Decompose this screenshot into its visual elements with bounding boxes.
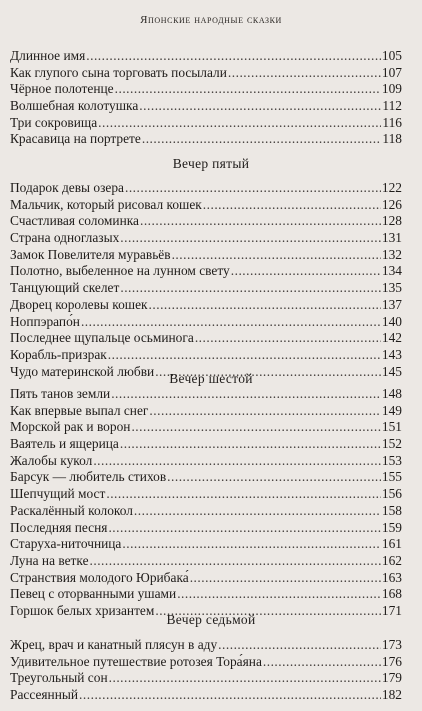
toc-entry-page-number: 143 <box>381 346 402 362</box>
toc-block-continued <box>10 48 402 148</box>
toc-entry <box>10 403 402 420</box>
toc-entry-page-number: 156 <box>381 486 402 502</box>
dot-leader <box>218 637 381 654</box>
dot-leader <box>190 570 381 587</box>
section-heading-evening-7: Вечер седьмой <box>166 612 256 627</box>
dot-leader <box>120 230 381 247</box>
toc-entry-title: Треугольный сон <box>10 670 108 686</box>
toc-entry <box>10 637 402 654</box>
dot-leader <box>149 403 380 420</box>
toc-entry-page-number: 142 <box>381 330 402 346</box>
toc-entry-page-number: 163 <box>381 569 402 585</box>
dot-leader <box>86 48 381 65</box>
dot-leader <box>108 520 380 537</box>
toc-entry <box>10 453 402 470</box>
toc-entry-page-number: 109 <box>381 81 402 97</box>
toc-entry-page-number: 173 <box>381 637 402 652</box>
toc-entry-title: Как впервые выпал снег <box>10 402 149 418</box>
toc-entry <box>10 263 402 280</box>
toc-entry <box>10 419 402 436</box>
toc-entry-page-number: 134 <box>381 263 402 279</box>
toc-entry-title: Как глупого сына торговать посылали <box>10 64 227 80</box>
toc-entry-title: Чёрное полотенце <box>10 81 114 97</box>
toc-entry-page-number: 112 <box>382 98 402 114</box>
toc-entry <box>10 486 402 503</box>
dot-leader <box>134 503 381 520</box>
dot-leader <box>98 115 381 132</box>
running-head: Японские народные сказки <box>140 14 282 26</box>
dot-leader <box>122 536 381 553</box>
toc-entry-title: Длинное имя <box>10 48 86 63</box>
toc-entry <box>10 520 402 537</box>
toc-entry-page-number: 118 <box>382 131 402 147</box>
section-heading-evening-5: Вечер пятый <box>172 156 250 171</box>
dot-leader <box>149 297 381 314</box>
dot-leader <box>81 314 381 331</box>
dot-leader <box>108 347 381 364</box>
toc-entry <box>10 98 402 115</box>
dot-leader <box>111 386 381 403</box>
dot-leader <box>90 553 381 570</box>
toc-entry-page-number: 162 <box>381 552 402 568</box>
toc-block-evening-5 <box>10 180 402 380</box>
dot-leader <box>167 469 381 486</box>
toc-entry-page-number: 159 <box>381 519 402 535</box>
toc-entry <box>10 314 402 331</box>
toc-entry <box>10 553 402 570</box>
dot-leader <box>115 81 381 98</box>
toc-entry-page-number: 158 <box>381 502 402 518</box>
toc-entry-title: Страна одноглазых <box>10 230 120 246</box>
toc-entry-title: Горшок белых хризантем <box>10 602 155 618</box>
dot-leader <box>125 180 381 197</box>
toc-entry-page-number: 105 <box>381 48 402 63</box>
toc-entry <box>10 180 402 197</box>
toc-entry-page-number: 107 <box>381 64 402 80</box>
toc-entry-page-number: 122 <box>381 180 402 195</box>
toc-entry <box>10 297 402 314</box>
toc-entry-page-number: 116 <box>382 114 402 130</box>
toc-entry <box>10 503 402 520</box>
dot-leader <box>263 654 381 671</box>
toc-entry-title: Подарок девы озера <box>10 180 124 195</box>
dot-leader <box>120 280 381 297</box>
toc-entry-title: Морской рак и ворон <box>10 419 131 435</box>
toc-entry-page-number: 179 <box>381 670 402 686</box>
toc-entry <box>10 536 402 553</box>
dot-leader <box>106 486 381 503</box>
toc-entry-page-number: 161 <box>381 536 402 552</box>
toc-entry-title: Полотно, выбеленное на лунном свету <box>10 263 230 279</box>
toc-entry-title: Чудо материнской любви <box>10 363 155 379</box>
toc-entry-page-number: 171 <box>381 602 402 618</box>
toc-entry <box>10 654 402 671</box>
toc-entry <box>10 48 402 65</box>
toc-entry <box>10 65 402 82</box>
toc-entry-title: Последняя песня <box>10 519 108 535</box>
dot-leader <box>139 98 381 115</box>
toc-entry <box>10 687 402 704</box>
toc-entry-title: Удивительное путешествие ротозея Тора́яна <box>10 653 262 669</box>
dot-leader <box>203 197 381 214</box>
toc-entry <box>10 230 402 247</box>
toc-entry-page-number: 153 <box>381 452 402 468</box>
toc-entry <box>10 247 402 264</box>
dot-leader <box>142 131 382 148</box>
toc-entry-title: Последнее щупальце осьминога <box>10 330 194 346</box>
section-heading-evening-6: Вечер шестой <box>169 371 253 386</box>
dot-leader <box>109 670 381 687</box>
dot-leader <box>172 247 381 264</box>
toc-entry <box>10 131 402 148</box>
toc-entry <box>10 213 402 230</box>
dot-leader <box>195 330 381 347</box>
toc-entry-title: Корабль-призрак <box>10 346 107 362</box>
toc-entry <box>10 115 402 132</box>
toc-entry-title: Раскалённый колокол <box>10 502 133 518</box>
toc-entry <box>10 386 402 403</box>
toc-entry-page-number: 149 <box>381 402 402 418</box>
toc-entry-page-number: 176 <box>381 653 402 669</box>
dot-leader <box>231 263 381 280</box>
toc-entry-title: Рассеянный <box>10 687 79 703</box>
toc-entry-page-number: 135 <box>381 280 402 296</box>
toc-entry-title: Ваятель и ящерица <box>10 436 119 452</box>
toc-entry-title: Певец с оторванными ушами <box>10 586 177 602</box>
toc-entry-page-number: 148 <box>381 386 402 401</box>
dot-leader <box>93 453 381 470</box>
toc-entry-title: Пять танов земли <box>10 386 111 401</box>
toc-entry-page-number: 152 <box>381 436 402 452</box>
toc-entry-page-number: 145 <box>381 363 402 379</box>
toc-entry-title: Танцующий скелет <box>10 280 120 296</box>
toc-entry <box>10 436 402 453</box>
dot-leader <box>131 419 380 436</box>
toc-entry-title: Дворец королевы кошек <box>10 296 148 312</box>
toc-entry-title: Жалобы кукол <box>10 452 93 468</box>
toc-entry-title: Ноппэрапо́н <box>10 313 80 329</box>
toc-entry-title: Странствия молодого Юрибака́ <box>10 569 189 585</box>
toc-entry <box>10 197 402 214</box>
toc-entry-page-number: 182 <box>381 687 402 703</box>
dot-leader <box>228 65 381 82</box>
toc-block-evening-6 <box>10 386 402 620</box>
dot-leader <box>120 436 381 453</box>
toc-entry-page-number: 137 <box>381 296 402 312</box>
toc-entry-page-number: 126 <box>381 196 402 212</box>
toc-entry <box>10 570 402 587</box>
toc-entry-title: Старуха-ниточница <box>10 536 122 552</box>
toc-entry-page-number: 132 <box>381 246 402 262</box>
dot-leader <box>177 586 381 603</box>
toc-entry-title: Барсук — любитель стихов <box>10 469 167 485</box>
toc-entry-title: Три сокровища <box>10 114 98 130</box>
toc-entry-title: Счастливая соломинка <box>10 213 139 229</box>
toc-entry <box>10 670 402 687</box>
toc-entry-page-number: 128 <box>381 213 402 229</box>
toc-entry-title: Шепчущий мост <box>10 486 106 502</box>
toc-entry-page-number: 140 <box>381 313 402 329</box>
toc-block-evening-7 <box>10 637 402 704</box>
toc-entry-page-number: 151 <box>381 419 402 435</box>
toc-entry <box>10 330 402 347</box>
dot-leader <box>79 687 381 704</box>
dot-leader <box>140 213 381 230</box>
toc-entry-title: Жрец, врач и канатный плясун в аду <box>10 637 218 652</box>
toc-entry <box>10 347 402 364</box>
toc-entry <box>10 586 402 603</box>
toc-entry-title: Мальчик, который рисовал кошек <box>10 196 202 212</box>
toc-entry <box>10 280 402 297</box>
toc-entry-page-number: 131 <box>381 230 402 246</box>
toc-entry <box>10 81 402 98</box>
toc-entry-title: Луна на ветке <box>10 552 89 568</box>
toc-entry-title: Красавица на портрете <box>10 131 141 147</box>
toc-entry-title: Замок Повелителя муравьёв <box>10 246 171 262</box>
toc-entry-page-number: 155 <box>381 469 402 485</box>
toc-entry-title: Волшебная колотушка <box>10 98 139 114</box>
toc-entry <box>10 469 402 486</box>
toc-entry-page-number: 168 <box>381 586 402 602</box>
